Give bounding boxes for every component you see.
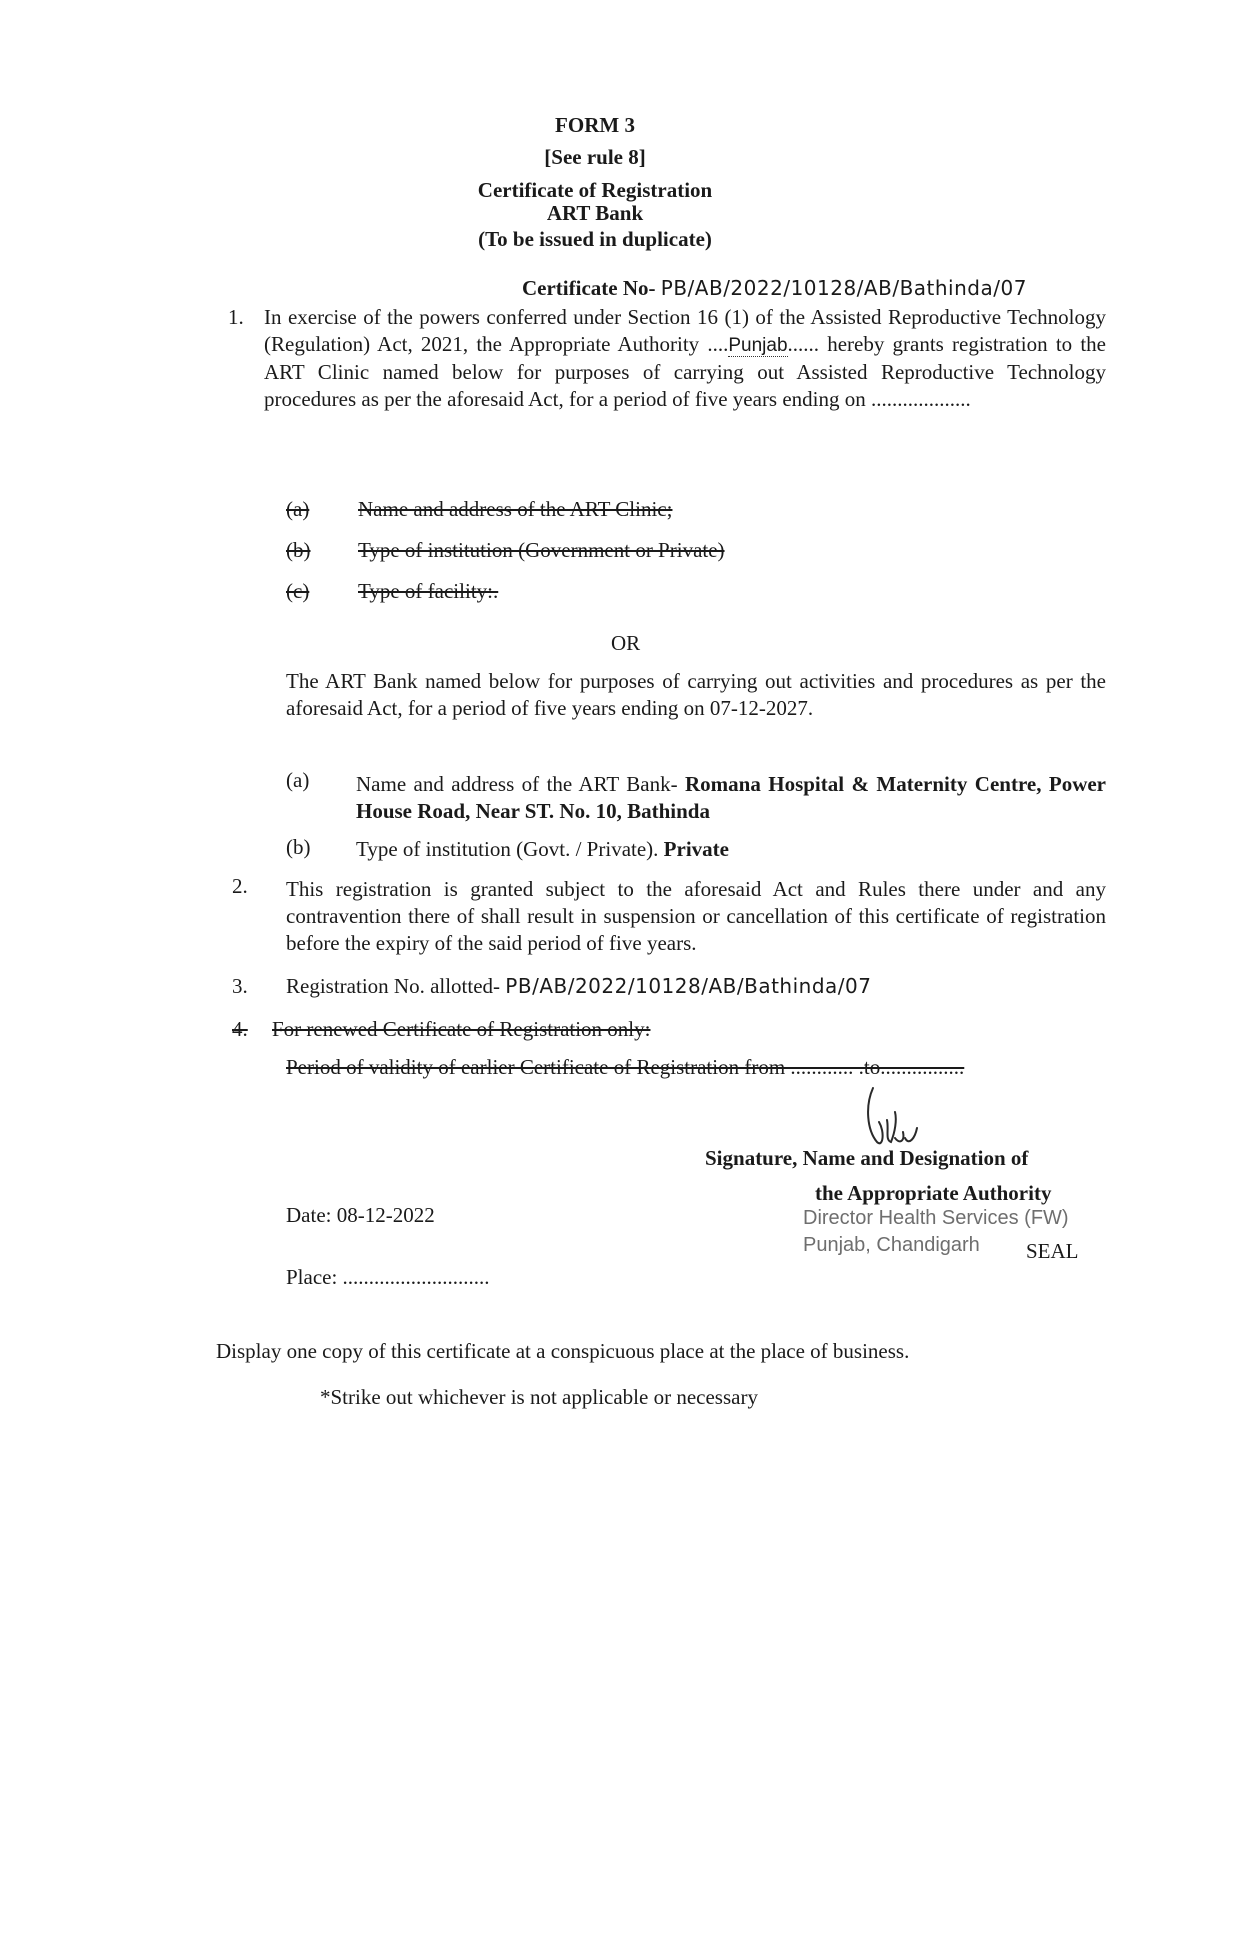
para1-text-b: ...... hereby grants registration to the ART Clinic named below for purposes of carrying out Assisted Reproductive Technology procedures as per the aforesaid Act, for a period of five years ending on ................... <box>264 332 1106 411</box>
strike-note: *Strike out whichever is not applicable or necessary <box>320 1385 758 1409</box>
bank-item-a-text <box>356 771 1106 825</box>
issue-note: (To be issued in duplicate) <box>478 227 712 251</box>
bank-item-b-text <box>356 836 729 863</box>
para4-number: 4. <box>232 1017 248 1041</box>
registration-number: PB/AB/2022/10128/AB/Bathinda/07 <box>505 974 872 998</box>
para3-text <box>286 973 871 1000</box>
signature-line2: the Appropriate Authority <box>815 1181 1052 1205</box>
seal-label: SEAL <box>1026 1239 1079 1263</box>
clinic-item-a-text: Name and address of the ART Clinic; <box>358 497 673 521</box>
signature-line1: Signature, Name and Designation of <box>705 1146 1029 1170</box>
clinic-item-a-mark: (a) <box>286 497 310 521</box>
certificate-label: Certificate No- <box>522 276 656 300</box>
rule-reference: [See rule 8] <box>544 145 646 169</box>
issue-place: Place: ............................ <box>286 1265 490 1289</box>
para4-text: Period of validity of earlier Certificate of Registration from ............ .to................ <box>286 1055 965 1079</box>
document-title: Certificate of Registration <box>477 178 713 202</box>
issue-date: Date: 08-12-2022 <box>286 1203 435 1227</box>
clinic-item-c-mark: (c) <box>286 579 310 603</box>
or-separator: OR <box>611 631 641 655</box>
bank-item-a-label: Name and address of the ART Bank- <box>356 772 678 796</box>
form-number: FORM 3 <box>555 113 635 137</box>
clinic-item-b-text: Type of institution (Government or Private) <box>358 538 725 562</box>
bank-item-b-mark: (b) <box>286 835 311 859</box>
bank-item-b-label: Type of institution (Govt. / Private). <box>356 837 659 861</box>
para3-number: 3. <box>232 974 248 998</box>
para1-text <box>264 304 1106 413</box>
document-subtitle: ART Bank <box>546 201 644 225</box>
para4-title: For renewed Certificate of Registration only: <box>272 1017 651 1041</box>
clinic-item-c-text: Type of facility:. <box>358 579 499 603</box>
stamp-line2: Punjab, Chandigarh <box>803 1234 980 1256</box>
bank-item-a-mark: (a) <box>286 768 310 792</box>
clinic-item-b-mark: (b) <box>286 538 311 562</box>
stamp-line1: Director Health Services (FW) <box>803 1207 1069 1229</box>
para2-text: This registration is granted subject to the aforesaid Act and Rules there under and any contravention there of shall result in suspension or cancellation of this certificate of registration before the expiry of the said period of five years. <box>286 877 1106 955</box>
registration-label: Registration No. allotted- <box>286 974 501 998</box>
bank-name-address: Romana Hospital & Maternity Centre, Power House Road, Near ST. No. 10, Bathinda <box>356 772 1106 823</box>
certificate-number-line <box>522 275 1027 302</box>
institution-type: Private <box>663 837 729 861</box>
display-note: Display one copy of this certificate at a conspicuous place at the place of business. <box>216 1339 910 1363</box>
para1-authority: Punjab <box>728 335 788 356</box>
para1-number: 1. <box>228 305 244 329</box>
para2-number: 2. <box>232 874 248 898</box>
bank-paragraph: The ART Bank named below for purposes of carrying out activities and procedures as per the aforesaid Act, for a period of five years ending on 07-12-2027. <box>286 669 1106 720</box>
para1-text-a: In exercise of the powers conferred under Section 16 (1) of the Assisted Reproductive Technology (Regulation) Act, 2021, the Appropriate Authority .... <box>264 305 1106 356</box>
certificate-number: PB/AB/2022/10128/AB/Bathinda/07 <box>660 276 1027 300</box>
